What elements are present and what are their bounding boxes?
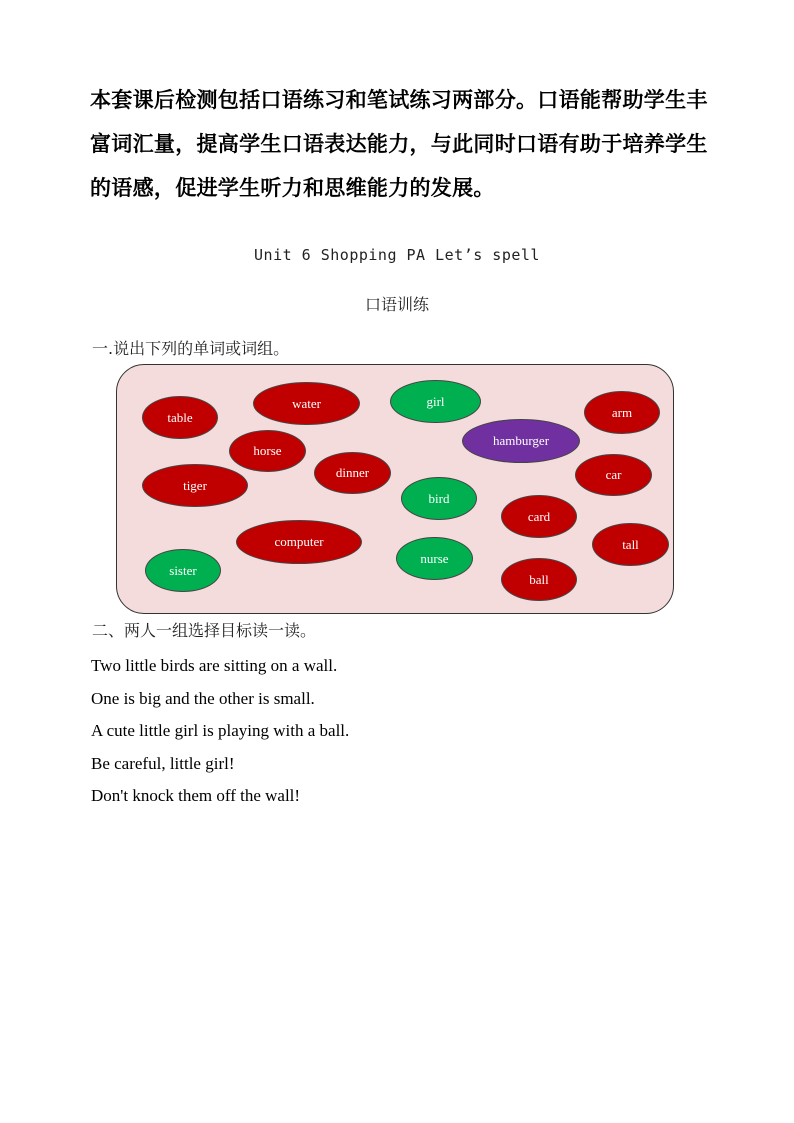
word-bubble-tiger: tiger <box>142 464 248 507</box>
intro-paragraph: 本套课后检测包括口语练习和笔试练习两部分。口语能帮助学生丰富词汇量，提高学生口语表达能力，与此同时口语有助于培养学生的语感，促进学生听力和思维能力的发展。 <box>90 87 708 200</box>
chant-line: Don't knock them off the wall! <box>91 786 301 805</box>
word-bubble-dinner: dinner <box>314 452 391 494</box>
chant-text <box>91 650 349 813</box>
word-bubble-hamburger: hamburger <box>462 419 580 463</box>
word-bubble-sister: sister <box>145 549 221 592</box>
word-bubble-water: water <box>253 382 360 425</box>
word-bubble-computer: computer <box>236 520 362 564</box>
word-bubble-nurse: nurse <box>396 537 473 580</box>
question-1-heading: 一.说出下列的单词或词组。 <box>92 339 290 358</box>
chant-line: Be careful, little girl! <box>91 753 235 773</box>
unit-title: Unit 6 Shopping PA Let’s spell <box>254 246 540 264</box>
word-bubble-card: card <box>501 495 577 538</box>
word-bubble-car: car <box>575 454 652 496</box>
word-board <box>116 364 674 614</box>
word-bubble-tall: tall <box>592 523 669 566</box>
word-bubble-arm: arm <box>584 391 660 434</box>
chant-line: A cute little girl is playing with a ball. <box>91 721 350 740</box>
question-2-heading: 二、两人一组选择目标读一读。 <box>92 621 317 640</box>
word-bubble-horse: horse <box>229 430 306 472</box>
section-title: 口语训练 <box>364 295 429 314</box>
word-bubble-ball: ball <box>501 558 577 601</box>
word-bubble-bird: bird <box>401 477 477 520</box>
chant-line: One is big and the other is small. <box>91 688 315 708</box>
word-bubble-table: table <box>142 396 218 439</box>
chant-line: Two little birds are sitting on a wall. <box>91 656 338 675</box>
word-bubble-girl: girl <box>390 380 481 423</box>
